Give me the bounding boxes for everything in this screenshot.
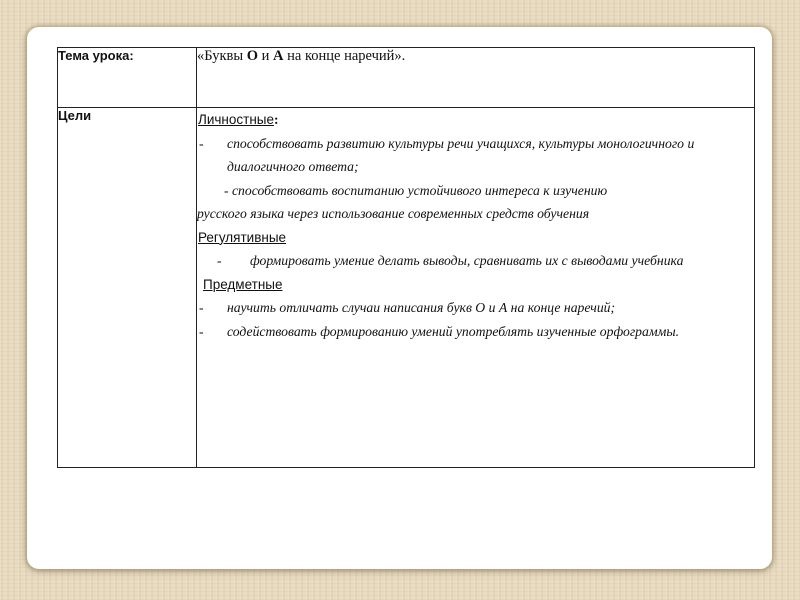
personal-continuation: русского языка через использование современных средств обучения — [197, 206, 590, 221]
topic-letter-o: О — [246, 48, 259, 64]
personal-heading: Личностные: — [198, 112, 279, 127]
topic-value — [197, 48, 755, 108]
goals-content — [197, 108, 755, 468]
dash-marker: - — [217, 253, 222, 268]
subject-item-1 — [197, 296, 754, 320]
regulatory-item-1 — [197, 249, 754, 273]
topic-conj: и — [258, 48, 274, 64]
dash-marker: - — [199, 135, 204, 151]
slide-card — [27, 27, 772, 569]
regulatory-item-text: формировать умение делать выводы, сравнивать их с выводами учебника — [250, 253, 684, 268]
goals-label: Цели — [58, 108, 197, 468]
topic-row — [58, 48, 755, 108]
subject-heading: Предметные — [203, 276, 283, 292]
topic-label: Тема урока: — [58, 48, 197, 108]
personal-item-1 — [197, 132, 754, 179]
topic-prefix: «Буквы — [197, 48, 247, 64]
goals-row — [58, 108, 755, 468]
dash-marker: - — [199, 323, 204, 339]
lesson-table — [57, 47, 755, 468]
subject-item-text: научить отличать случаи написания букв О и А на конце наречий; — [227, 300, 616, 315]
personal-item-2 — [197, 179, 754, 203]
subject-item-2 — [197, 320, 754, 344]
subject-item-text: содействовать формированию умений употреблять изученные орфограммы. — [227, 323, 680, 339]
regulatory-heading: Регулятивные — [198, 229, 287, 245]
dash-marker: - — [224, 182, 229, 198]
personal-item-text: способствовать воспитанию устойчивого интереса к изучению — [231, 182, 608, 198]
personal-item-text: способствовать развитию культуры речи учащихся, культуры монологичного и диалогичного ответа; — [227, 135, 695, 174]
topic-suffix: на конце наречий». — [283, 48, 406, 64]
topic-letter-a: А — [273, 48, 284, 64]
dash-marker: - — [199, 300, 204, 315]
